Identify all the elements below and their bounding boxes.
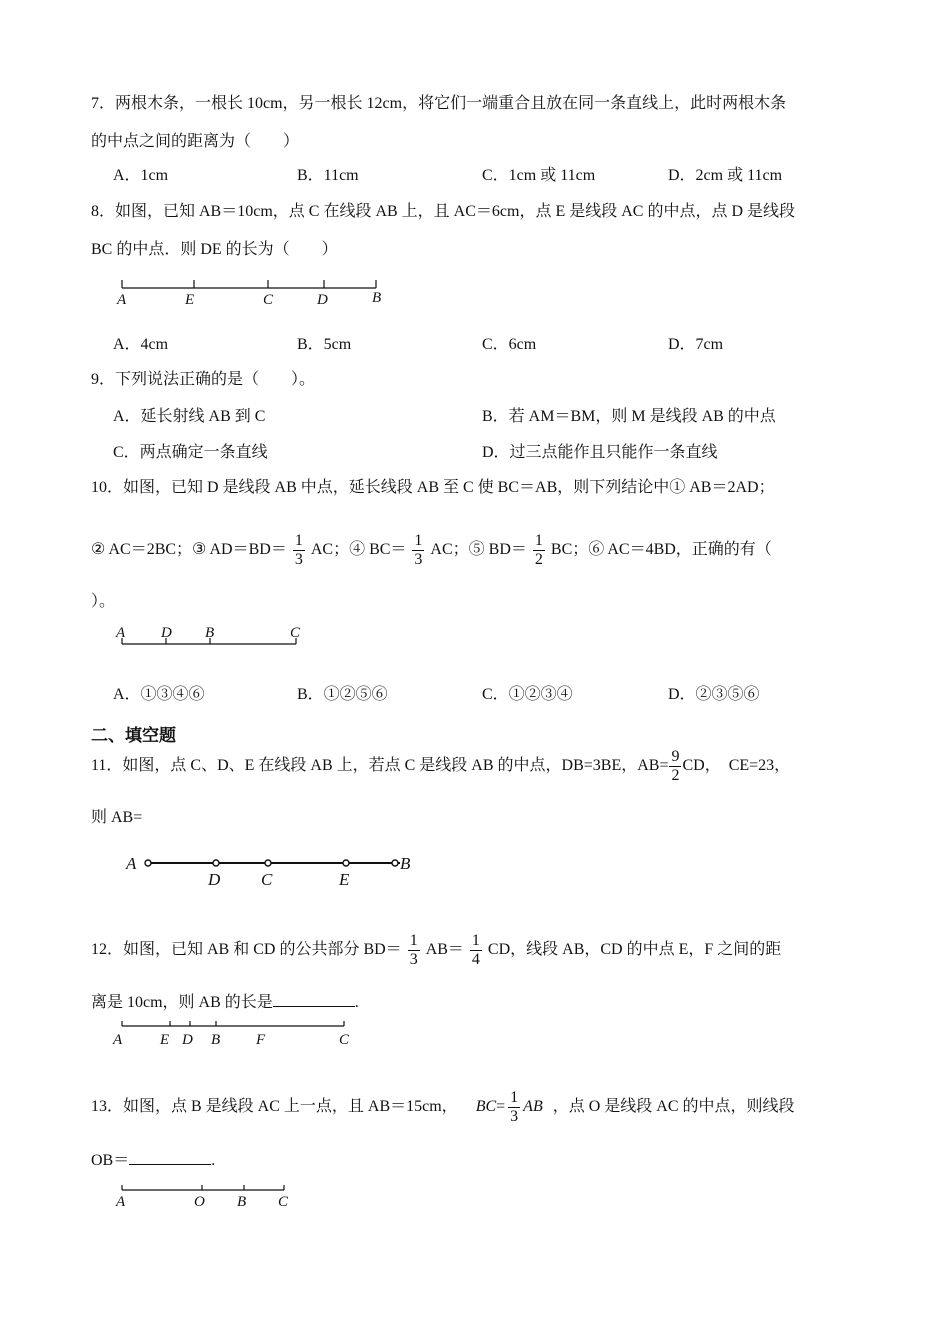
q9-option-c: C．两点确定一条直线 — [113, 444, 268, 461]
q12-label-e: E — [160, 1032, 170, 1048]
q11-fraction — [669, 748, 681, 785]
q10-option-d: D．②③⑤⑥ — [668, 686, 760, 703]
q12-frac2-den: 4 — [471, 950, 480, 968]
q7-line1: 7．两根木条，一根长 10cm，另一根长 12cm，将它们一端重合且放在同一条直线上，此时两根木条 — [91, 95, 787, 112]
q10-label-b: B — [205, 625, 215, 641]
q8-segment-figure — [110, 270, 400, 310]
q12-label-a: A — [113, 1032, 123, 1048]
q13-line1-text-a: 13．如图，点 B 是线段 AC 上一点，且 AB＝15cm， — [91, 1098, 458, 1115]
q12-label-d: D — [182, 1032, 193, 1048]
q13-formula-left: BC — [475, 1098, 497, 1115]
q11-label-d: D — [208, 870, 221, 889]
q7-option-b: B．11cm — [297, 167, 359, 184]
q13-formula-right: AB — [523, 1098, 543, 1115]
q10-fraction-2 — [412, 532, 424, 569]
q9-option-d: D．过三点能作且只能作一条直线 — [482, 444, 718, 461]
q8-option-d: D．7cm — [668, 336, 724, 353]
q12-label-c: C — [339, 1032, 350, 1048]
q11-line1 — [91, 746, 790, 786]
q10-frac2-den: 3 — [414, 550, 423, 568]
q13-line2-end: . — [211, 1152, 216, 1169]
q11-point-a — [145, 860, 151, 866]
q13-line2 — [91, 1150, 215, 1171]
q12-frac1-num: 1 — [409, 931, 418, 949]
q11-point-b — [392, 860, 398, 866]
q11-line1-text-a: 11．如图，点 C、D、E 在线段 AB 上，若点 C 是线段 AB 的中点，DB=3BE，AB= — [91, 757, 669, 774]
q10-line1: 10．如图，已知 D 是线段 AB 中点，延长线段 AB 至 C 使 BC＝AB，则下列结论中① AB＝2AD； — [91, 479, 775, 496]
q12-frac1-den: 3 — [409, 950, 418, 968]
q8-label-e: E — [185, 292, 195, 308]
q12-frac2-num: 1 — [471, 931, 480, 949]
q13-frac-den: 3 — [510, 1107, 519, 1125]
q10-label-c: C — [290, 625, 301, 641]
q13-label-b: B — [237, 1194, 247, 1210]
q10-frac3-num: 1 — [534, 531, 543, 549]
q10-fraction-1 — [293, 532, 305, 569]
q10-frac2-num: 1 — [414, 531, 423, 549]
q10-frac3-den: 2 — [534, 550, 543, 568]
q13-answer-blank[interactable] — [129, 1150, 211, 1165]
section-heading-fill-blank: 二、填空题 — [91, 726, 176, 746]
q11-line2: 则 AB= — [91, 809, 143, 826]
q10-line2 — [91, 530, 772, 570]
q7-option-d: D．2cm 或 11cm — [668, 167, 783, 184]
q10-label-a: A — [116, 625, 126, 641]
q13-fraction — [508, 1089, 520, 1126]
q11-segment-figure — [122, 850, 418, 890]
q10-line2-part4: BC；⑥ AC＝4BD，正确的有（ — [550, 541, 772, 558]
q11-frac-num: 9 — [671, 747, 680, 765]
q12-label-b: B — [211, 1032, 221, 1048]
q8-line2: BC 的中点．则 DE 的长为（ ） — [91, 241, 338, 258]
q13-line1-text-b: ，点 O 是线段 AC 的中点，则线段 — [552, 1098, 795, 1115]
q11-label-e: E — [339, 870, 350, 889]
q10-line2-part1: ② AC＝2BC；③ AD＝BD＝ — [91, 541, 287, 558]
q10-option-b: B．①②⑤⑥ — [297, 686, 388, 703]
q10-line3: ）。 — [91, 593, 116, 610]
q8-label-c: C — [263, 292, 274, 308]
q10-frac1-den: 3 — [294, 550, 303, 568]
q9-option-b: B．若 AM＝BM，则 M 是线段 AB 的中点 — [482, 408, 776, 425]
q12-line2-end: . — [354, 994, 359, 1011]
q13-label-o: O — [194, 1194, 205, 1210]
q11-label-a: A — [126, 854, 137, 873]
q8-option-c: C．6cm — [482, 336, 537, 353]
q12-fraction-2 — [470, 932, 482, 969]
q7-option-a: A．1cm — [113, 167, 169, 184]
q8-option-a: A．4cm — [113, 336, 169, 353]
q13-line2-text: OB＝ — [91, 1152, 130, 1169]
q12-fraction-1 — [408, 932, 420, 969]
q12-line2-text: 离是 10cm，则 AB 的长是 — [91, 994, 273, 1011]
q11-point-e — [343, 860, 349, 866]
q12-line1-text-a: 12．如图，已知 AB 和 CD 的公共部分 BD＝ — [91, 941, 402, 958]
q13-formula-eq: = — [496, 1098, 506, 1115]
q10-line2-part3: AC；⑤ BD＝ — [430, 541, 527, 558]
q11-label-b: B — [400, 854, 411, 873]
q13-segment-figure — [110, 1178, 300, 1210]
q12-segment-figure — [110, 1016, 360, 1050]
q13-label-c: C — [278, 1194, 289, 1210]
q10-option-a: A．①③④⑥ — [113, 686, 205, 703]
q10-segment-figure — [110, 622, 310, 654]
q7-line2: 的中点之间的距离为（ ） — [91, 133, 300, 150]
q8-label-d: D — [317, 292, 328, 308]
q13-frac-num: 1 — [510, 1088, 519, 1106]
q9-line1: 9．下列说法正确的是（ ）。 — [91, 371, 316, 388]
q10-frac1-num: 1 — [294, 531, 303, 549]
q8-line1: 8．如图，已知 AB＝10cm，点 C 在线段 AB 上，且 AC＝6cm，点 E 是线段 AC 的中点，点 D 是线段 — [91, 203, 796, 220]
q10-fraction-3 — [533, 532, 545, 569]
q8-option-b: B．5cm — [297, 336, 352, 353]
q11-point-d — [213, 860, 219, 866]
q10-label-d: D — [161, 625, 172, 641]
q12-line1-text-b: AB＝ — [425, 941, 464, 958]
q12-line1 — [91, 930, 781, 970]
q8-label-a: A — [117, 292, 127, 308]
q12-line1-text-c: CD，线段 AB，CD 的中点 E，F 之间的距 — [487, 941, 782, 958]
q12-label-f: F — [256, 1032, 266, 1048]
q11-label-c: C — [261, 870, 273, 889]
q12-answer-blank[interactable] — [273, 992, 355, 1007]
q10-line2-part2: AC；④ BC＝ — [310, 541, 407, 558]
q11-point-c — [265, 860, 271, 866]
q8-label-b: B — [372, 290, 382, 306]
q13-line1 — [91, 1087, 795, 1127]
q9-option-a: A．延长射线 AB 到 C — [113, 408, 266, 425]
q7-option-c: C．1cm 或 11cm — [482, 167, 596, 184]
q10-option-c: C．①②③④ — [482, 686, 573, 703]
q11-line1-text-b: CD， CE=23， — [682, 757, 791, 774]
q12-line2 — [91, 992, 359, 1013]
q13-label-a: A — [116, 1194, 126, 1210]
q11-frac-den: 2 — [671, 766, 680, 784]
